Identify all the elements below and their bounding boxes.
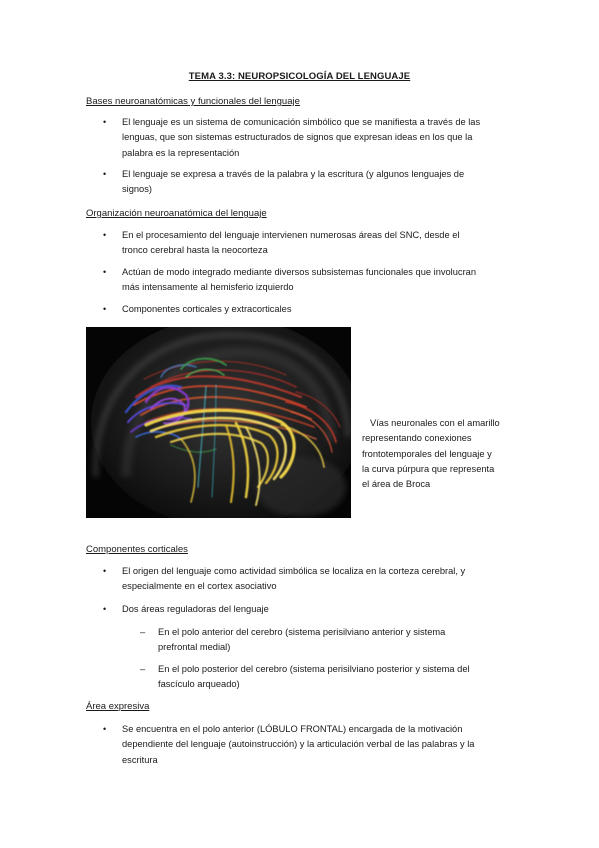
sub-bullet-item xyxy=(158,662,508,693)
figure-caption xyxy=(362,416,512,492)
bullet-icon: • xyxy=(103,304,107,314)
bullet-icon: • xyxy=(103,117,107,127)
bullet-icon: • xyxy=(103,230,107,240)
text-line: Dos áreas reguladoras del lenguaje xyxy=(122,604,269,614)
caption-line: Vías neuronales con el amarillo xyxy=(370,418,500,428)
text-line: El lenguaje se expresa a través de la palabra y la escritura (y algunos lenguajes de xyxy=(122,169,465,179)
text-line: escritura xyxy=(122,754,158,765)
text-line: signos) xyxy=(122,184,152,195)
sub-bullet-item xyxy=(158,625,508,656)
bullet-item xyxy=(122,722,512,768)
text-line: fascículo arqueado) xyxy=(158,679,240,690)
bullet-item xyxy=(122,115,506,161)
caption-line: el área de Broca xyxy=(362,479,431,490)
text-line: El lenguaje es un sistema de comunicación simbólico que se manifiesta a través de las xyxy=(122,117,481,127)
text-line: El origen del lenguaje como actividad simbólica se localiza en la corteza cerebral, y xyxy=(122,566,466,576)
bullet-icon: • xyxy=(103,267,107,277)
text-line: En el polo anterior del cerebro (sistema perisilviano anterior y sistema xyxy=(158,627,446,637)
bullet-item xyxy=(122,564,506,595)
bullet-item xyxy=(122,302,506,317)
text-line: lenguas, que son sistemas estructurados de signos que expresan ideas en los que la xyxy=(122,132,473,143)
brain-tractography-image xyxy=(86,327,351,518)
bullet-icon: • xyxy=(103,169,107,179)
caption-line: frontotemporales del lenguaje y xyxy=(362,448,492,459)
bullet-icon: • xyxy=(103,566,107,576)
text-line: En el polo posterior del cerebro (sistema perisilviano posterior y sistema del xyxy=(158,664,470,674)
text-line: prefrontal medial) xyxy=(158,642,231,653)
text-line: tronco cerebral hasta la neocorteza xyxy=(122,245,268,256)
bullet-item xyxy=(122,265,506,296)
text-line: palabra es la representación xyxy=(122,147,240,158)
section-heading-corticales: Componentes corticales xyxy=(86,544,188,555)
text-line: Componentes corticales y extracorticales xyxy=(122,304,292,314)
section-heading-bases: Bases neuroanatómicas y funcionales del lenguaje xyxy=(86,96,300,107)
text-line: En el procesamiento del lenguaje intervienen numerosas áreas del SNC, desde el xyxy=(122,230,460,240)
text-line: Actúan de modo integrado mediante diversos subsistemas funcionales que involucran xyxy=(122,267,477,277)
section-heading-organizacion: Organización neuroanatómica del lenguaje xyxy=(86,208,267,219)
caption-line: la curva púrpura que representa xyxy=(362,463,495,474)
document-title: TEMA 3.3: NEUROPSICOLOGÍA DEL LENGUAJE xyxy=(188,71,411,82)
dash-icon: – xyxy=(140,627,146,637)
text-line: más intensamente al hemisferio izquierdo xyxy=(122,282,294,293)
text-line: especialmente en el cortex asociativo xyxy=(122,581,277,592)
bullet-icon: • xyxy=(103,604,107,614)
bullet-item xyxy=(122,602,506,617)
brain-fibers-illustration xyxy=(86,327,351,518)
bullet-item xyxy=(122,167,506,198)
bullet-item xyxy=(122,228,506,259)
dash-icon: – xyxy=(140,664,146,674)
caption-line: representando conexiones xyxy=(362,433,472,444)
section-heading-expresiva: Área expresiva xyxy=(86,701,150,712)
text-line: Se encuentra en el polo anterior (LÓBULO FRONTAL) encargada de la motivación xyxy=(122,724,463,734)
text-line: dependiente del lenguaje (autoinstrucción) y la articulación verbal de las palabras y la xyxy=(122,739,475,750)
bullet-icon: • xyxy=(103,724,107,734)
